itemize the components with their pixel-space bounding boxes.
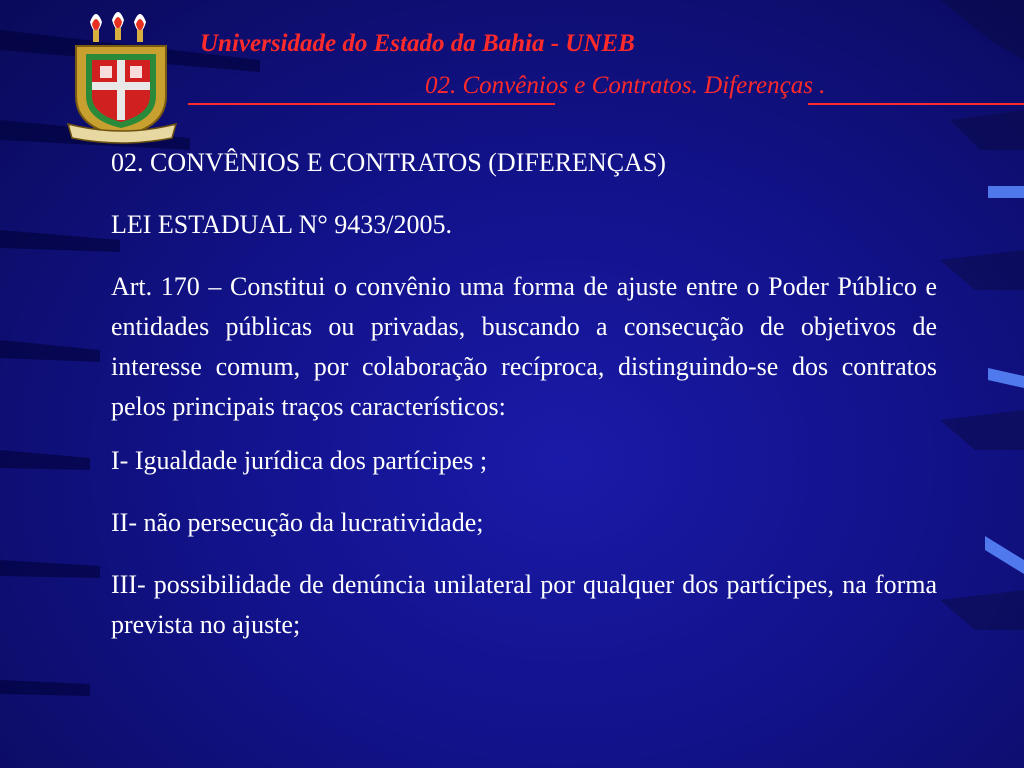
list-item: I- Igualdade jurídica dos partícipes ; [111, 446, 488, 475]
torch-icon [90, 14, 102, 42]
title-underline-right [808, 103, 1024, 105]
title-underline-left [188, 103, 555, 105]
law-reference: LEI ESTADUAL N° 9433/2005. [111, 210, 452, 239]
torch-icon [134, 14, 146, 42]
torch-icon [112, 12, 124, 40]
article-text: Art. 170 – Constitui o convênio uma forma de ajuste entre o Poder Público e entidades públicas ou privadas, buscando a consecução de objetivos de interesse comum, por colaboração recíproca, distinguindo-se dos contratos pelos principais traços característicos: [111, 272, 937, 421]
slide-content [111, 143, 937, 659]
list-item: III- possibilidade de denúncia unilateral por qualquer dos partícipes, na forma prevista no ajuste; [111, 570, 937, 639]
list-item: II- não persecução da lucratividade; [111, 508, 484, 537]
section-heading: 02. CONVÊNIOS E CONTRATOS (DIFERENÇAS) [111, 148, 666, 177]
institution-title: Universidade do Estado da Bahia - UNEB [200, 30, 635, 57]
slide-title: 02. Convênios e Contratos. Diferenças . [425, 72, 826, 99]
uneb-crest-logo [62, 0, 182, 148]
